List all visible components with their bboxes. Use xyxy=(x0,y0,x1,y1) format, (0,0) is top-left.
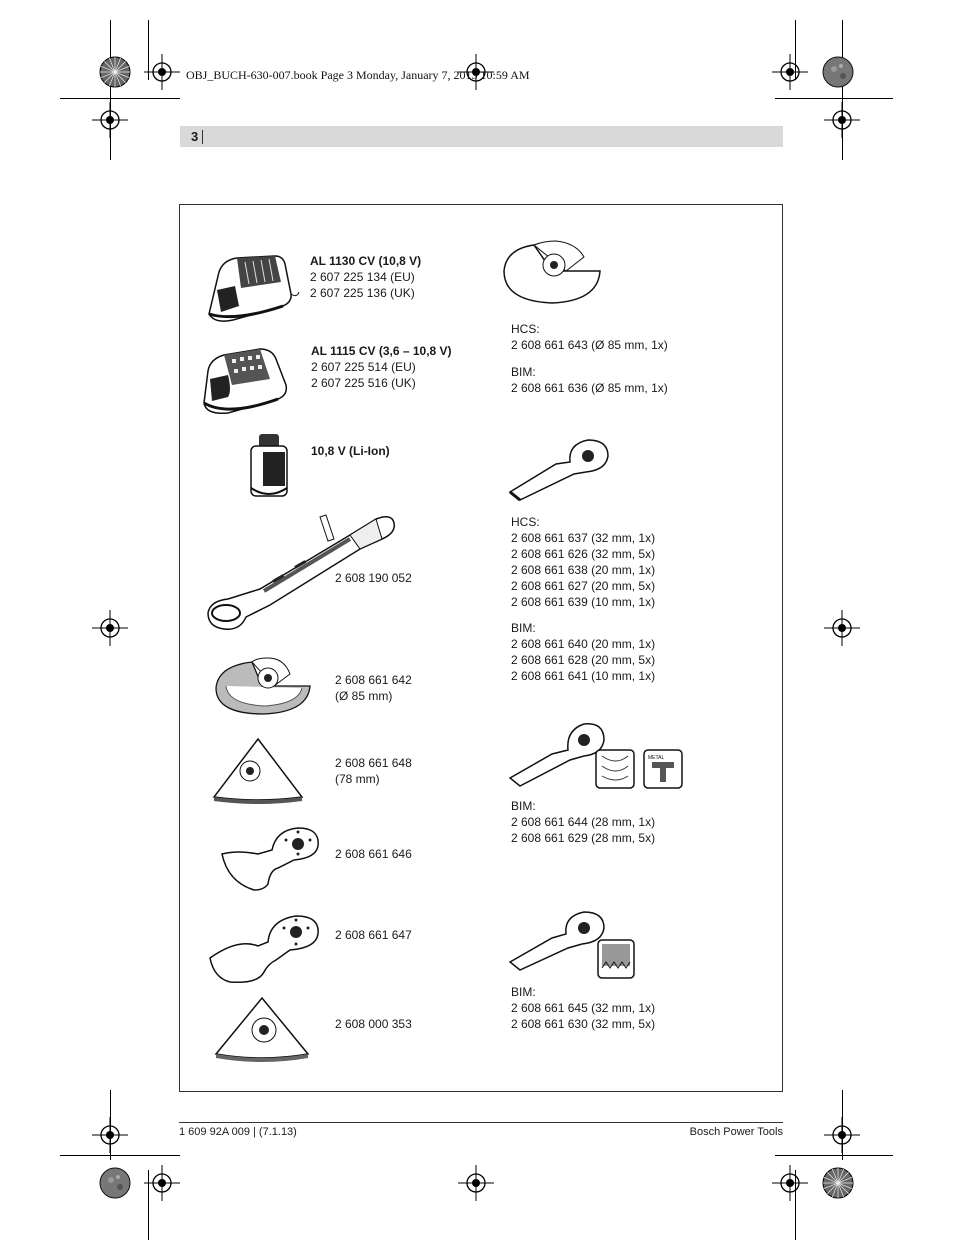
plunge-cut-blade-text xyxy=(511,514,655,684)
scraper-rigid-icon xyxy=(218,820,324,892)
order-number: 2 608 661 627 (20 mm, 5x) xyxy=(511,579,656,593)
charger-icon xyxy=(198,345,298,417)
order-number: 2 608 661 644 (28 mm, 1x) xyxy=(511,815,656,829)
battery-icon xyxy=(245,432,293,502)
material-label: BIM: xyxy=(511,365,536,379)
charger-al1115-text xyxy=(311,343,452,391)
order-number: 2 608 661 626 (32 mm, 5x) xyxy=(511,547,656,561)
material-label: HCS: xyxy=(511,322,540,336)
order-number: 2 608 661 642 xyxy=(335,673,412,687)
scraper-flexible-text xyxy=(335,927,412,943)
scraper-flexible-icon xyxy=(208,908,322,986)
brand-name: Bosch Power Tools xyxy=(689,1126,783,1138)
order-number: 2 608 661 638 (20 mm, 1x) xyxy=(511,563,656,577)
order-number: 2 608 661 647 xyxy=(335,928,412,942)
metal-label: METAL xyxy=(648,755,665,761)
dust-extraction-text xyxy=(335,570,412,586)
plunge-cut-blade-wood-metal-text xyxy=(511,798,655,846)
delta-sanding-plate-icon xyxy=(212,996,312,1064)
order-number: 2 608 661 645 (32 mm, 1x) xyxy=(511,1001,656,1015)
delta-sanding-plate-text xyxy=(335,1016,412,1032)
order-number: 2 608 661 630 (32 mm, 5x) xyxy=(511,1017,656,1031)
order-number: 2 608 661 643 (Ø 85 mm, 1x) xyxy=(511,338,668,352)
plunge-cut-blade-wood-metal-icon xyxy=(508,718,688,792)
battery-text xyxy=(311,443,390,459)
plunge-cut-blade-flush-text xyxy=(511,984,655,1032)
order-number: 2 608 661 646 xyxy=(335,847,412,861)
item-title: AL 1130 CV (10,8 V) xyxy=(310,254,422,268)
order-number: 2 608 661 636 (Ø 85 mm, 1x) xyxy=(511,381,668,395)
charger-icon xyxy=(205,252,305,324)
order-number: 2 607 225 134 (EU) xyxy=(310,270,415,284)
file-info: OBJ_BUCH-630-007.book Page 3 Monday, January 7, 2013 10:59 AM xyxy=(186,68,530,82)
plunge-cut-blade-icon xyxy=(508,436,610,502)
order-number: 2 607 225 514 (EU) xyxy=(311,360,416,374)
item-size: (Ø 85 mm) xyxy=(335,689,393,703)
order-number: 2 607 225 516 (UK) xyxy=(311,376,416,390)
carbide-disc-icon xyxy=(212,656,316,718)
order-number: 2 608 661 628 (20 mm, 5x) xyxy=(511,653,656,667)
page-number-divider xyxy=(202,130,203,144)
order-number: 2 608 661 637 (32 mm, 1x) xyxy=(511,531,656,545)
delta-rasp-icon xyxy=(210,737,306,805)
charger-al1130-text xyxy=(310,253,421,301)
material-label: BIM: xyxy=(511,985,536,999)
page-number: 3 xyxy=(191,129,199,144)
carbide-disc-text xyxy=(335,672,412,704)
order-number: 2 607 225 136 (UK) xyxy=(310,286,415,300)
order-number: 2 608 190 052 xyxy=(335,571,412,585)
order-number: 2 608 000 353 xyxy=(335,1017,412,1031)
order-number: 2 608 661 641 (10 mm, 1x) xyxy=(511,669,656,683)
segment-saw-blade-text xyxy=(511,321,668,396)
order-number: 2 608 661 629 (28 mm, 5x) xyxy=(511,831,656,845)
order-number: 2 608 661 648 xyxy=(335,756,412,770)
material-label: BIM: xyxy=(511,621,536,635)
delta-rasp-text xyxy=(335,755,412,787)
segment-saw-blade-icon xyxy=(500,241,604,305)
item-title: AL 1115 CV (3,6 – 10,8 V) xyxy=(311,344,452,358)
material-label: BIM: xyxy=(511,799,536,813)
item-size: (78 mm) xyxy=(335,772,380,786)
material-label: HCS: xyxy=(511,515,540,529)
scraper-rigid-text xyxy=(335,846,412,862)
order-number: 2 608 661 639 (10 mm, 1x) xyxy=(511,595,656,609)
footer-rule xyxy=(179,1122,783,1123)
document-number: 1 609 92A 009 | (7.1.13) xyxy=(179,1126,297,1138)
order-number: 2 608 661 640 (20 mm, 1x) xyxy=(511,637,656,651)
plunge-cut-blade-flush-icon xyxy=(508,908,638,980)
item-title: 10,8 V (Li-Ion) xyxy=(311,444,390,458)
page-header-band xyxy=(180,126,783,147)
